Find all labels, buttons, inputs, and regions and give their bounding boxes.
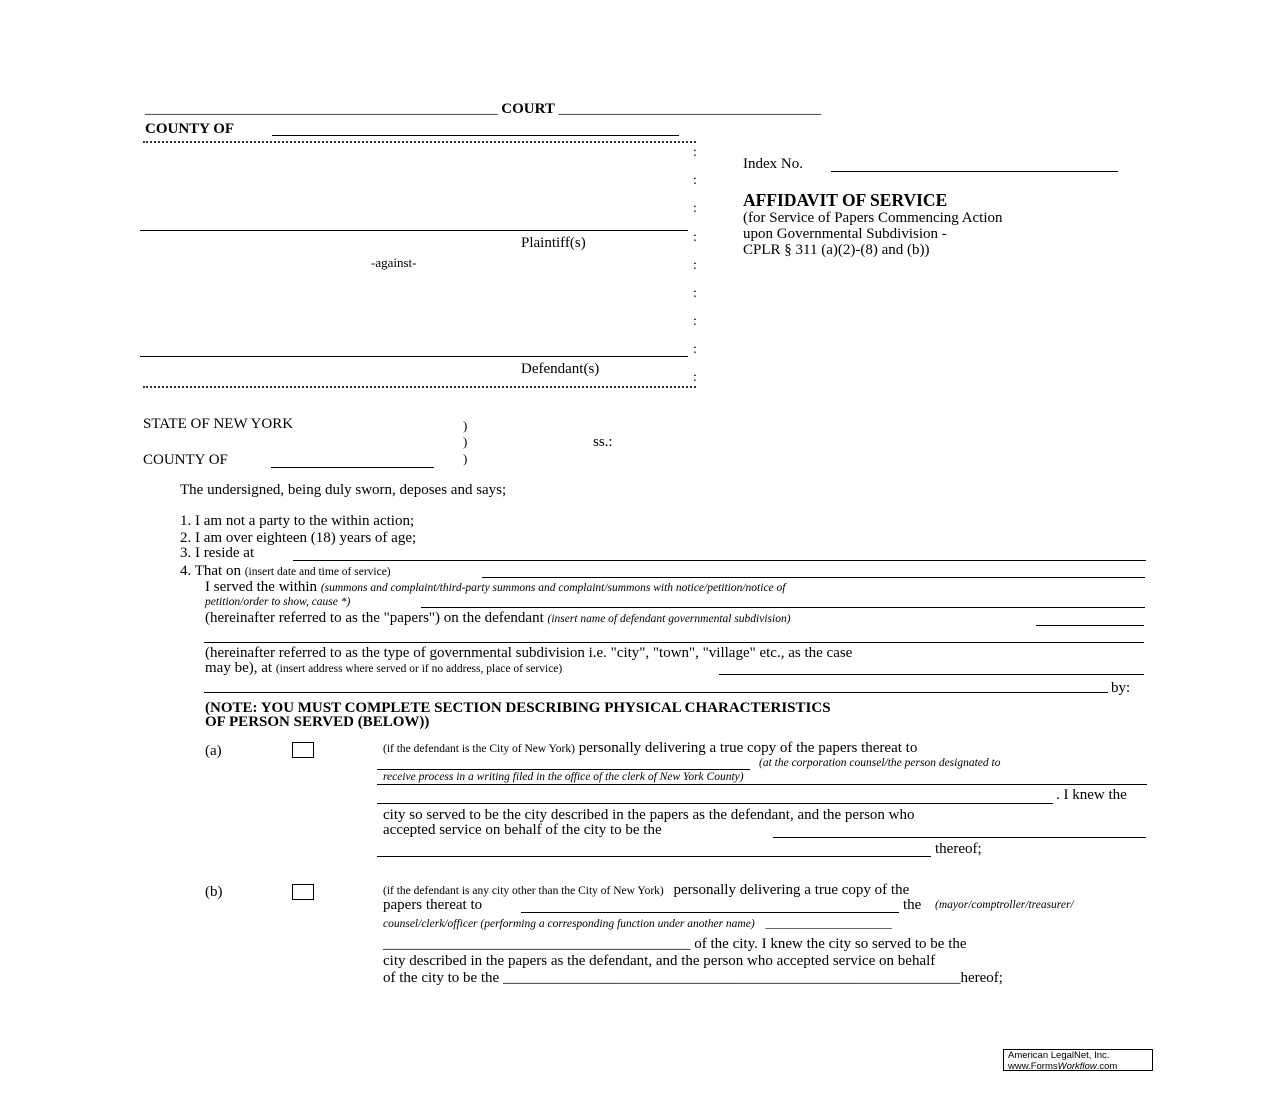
- court-suffix-blank[interactable]: ___________________________________: [558, 101, 822, 117]
- caption-bottom-border: [143, 386, 696, 388]
- option-a-title-blank-2[interactable]: [377, 856, 931, 857]
- venue-paren: ): [463, 434, 468, 449]
- defendant-label: Defendant(s): [521, 361, 600, 377]
- option-a-blank-3[interactable]: [377, 803, 1053, 804]
- option-a-blank-2[interactable]: [377, 784, 1147, 785]
- item-4-hint: (insert date and time of service): [244, 566, 391, 578]
- caption-colon: :: [693, 370, 697, 385]
- index-label: Index No.: [743, 156, 803, 172]
- url-part: www.Forms: [1008, 1061, 1058, 1072]
- affidavit-title: AFFIDAVIT OF SERVICE: [743, 190, 948, 210]
- defendant-name-blank[interactable]: [1036, 625, 1144, 626]
- caption-colon: :: [693, 230, 697, 245]
- hereinafter-hint: (insert name of defendant governmental subdivision): [547, 613, 791, 625]
- venue-county-label: COUNTY OF: [143, 452, 228, 468]
- state-label: STATE OF NEW YORK: [143, 416, 294, 432]
- court-name-blank[interactable]: _______________________________________________: [145, 101, 498, 117]
- option-a-knew: . I knew the: [1056, 787, 1127, 803]
- served-hint: (summons and complaint/third-party summons and complaint/summons with notice/petition/notice of: [320, 582, 786, 594]
- option-a-label: (a): [205, 743, 222, 759]
- type-text: (hereinafter referred to as the type of governmental subdivision i.e. "city", "town", "village" etc., as the case: [205, 645, 853, 661]
- venue-paren: ): [463, 418, 468, 433]
- hereinafter-text: (hereinafter referred to as the "papers") on the defendant: [205, 610, 544, 626]
- option-b-hint-2: counsel/clerk/officer (performing a corresponding function under another name): [383, 918, 755, 930]
- caption-top-border: [143, 141, 696, 143]
- county-label: COUNTY OF: [145, 121, 235, 137]
- option-a-recipient-blank[interactable]: [377, 769, 750, 770]
- address-blank-2[interactable]: [204, 692, 1108, 693]
- by-label: by:: [1111, 680, 1131, 696]
- subtitle-line: CPLR § 311 (a)(2)-(8) and (b)): [743, 242, 930, 258]
- defendant-blank[interactable]: [140, 356, 688, 357]
- option-a-condition: (if the defendant is the City of New York): [383, 743, 575, 755]
- option-b-condition: (if the defendant is any city other than the City of New York): [383, 885, 664, 897]
- option-a-hint: (at the corporation counsel/the person designated to: [759, 757, 1001, 769]
- option-b-title-blank[interactable]: _____________________________________________________________: [502, 970, 961, 986]
- index-number-blank[interactable]: [831, 171, 1118, 172]
- note-line: OF PERSON SERVED (BELOW)): [205, 714, 430, 730]
- venue-county-blank[interactable]: [271, 467, 434, 468]
- defendant-name-blank-2[interactable]: [204, 642, 1144, 643]
- served-hint-2: petition/order to show, cause *): [205, 596, 351, 608]
- note-line: (NOTE: YOU MUST COMPLETE SECTION DESCRIBING PHYSICAL CHARACTERISTICS: [205, 700, 831, 716]
- county-blank[interactable]: [272, 135, 679, 136]
- item-4: 4. That on: [180, 563, 241, 579]
- item-3: 3. I reside at: [180, 545, 255, 561]
- publisher-stamp: [1003, 1049, 1153, 1071]
- subtitle-line: (for Service of Papers Commencing Action: [743, 210, 1003, 226]
- caption-colon: :: [693, 258, 697, 273]
- date-time-blank[interactable]: [482, 577, 1145, 578]
- plaintiff-blank[interactable]: [140, 230, 688, 231]
- address-blank[interactable]: [719, 674, 1144, 675]
- option-b-officer-blank[interactable]: _________________________________________: [383, 936, 691, 952]
- option-b-hereof: hereof;: [960, 970, 1003, 986]
- subtitle-line: upon Governmental Subdivision -: [743, 226, 947, 242]
- papers-blank[interactable]: [421, 607, 1145, 608]
- plaintiff-label: Plaintiff(s): [521, 235, 586, 251]
- caption-colon: :: [693, 145, 697, 160]
- served-text: I served the within: [205, 579, 318, 595]
- option-b-function-blank[interactable]: ______________________: [765, 918, 893, 930]
- caption-colon: :: [693, 314, 697, 329]
- option-a-checkbox[interactable]: [292, 742, 314, 758]
- item-1: 1. I am not a party to the within action;: [180, 513, 415, 529]
- option-b-text-3: city described in the papers as the defendant, and the person who accepted service on behalf: [383, 953, 936, 969]
- maybe-text: may be), at: [205, 660, 273, 676]
- url-part: .com: [1096, 1061, 1118, 1072]
- url-part: Workflow: [1057, 1061, 1097, 1072]
- publisher-url: [1008, 1061, 1152, 1072]
- option-a-thereof: thereof;: [935, 841, 982, 857]
- venue-paren: ): [463, 451, 468, 466]
- option-b-text-2: papers thereat to: [383, 897, 483, 913]
- option-b-recipient-blank[interactable]: [521, 912, 899, 913]
- caption-colon: :: [693, 286, 697, 301]
- court-label: COURT: [501, 101, 555, 117]
- option-a-text: personally delivering a true copy of the papers thereat to: [578, 740, 918, 756]
- intro-text: The undersigned, being duly sworn, deposes and says;: [180, 482, 507, 498]
- option-b-label: (b): [205, 884, 223, 900]
- publisher-name: American LegalNet, Inc.: [1008, 1050, 1110, 1061]
- caption-colon: :: [693, 173, 697, 188]
- residence-blank[interactable]: [293, 560, 1146, 561]
- option-a-text-3: accepted service on behalf of the city to be the: [383, 822, 662, 838]
- against-label: -against-: [371, 255, 417, 270]
- option-b-checkbox[interactable]: [292, 884, 314, 900]
- option-b-the: the: [903, 897, 922, 913]
- option-a-title-blank[interactable]: [773, 837, 1146, 838]
- option-b-hint: (mayor/comptroller/treasurer/: [935, 899, 1074, 911]
- caption-colon: :: [693, 201, 697, 216]
- item-2: 2. I am over eighteen (18) years of age;: [180, 530, 417, 546]
- option-b-text-4: of the city to be the: [383, 970, 500, 986]
- caption-colon: :: [693, 342, 697, 357]
- option-a-hint-2: receive process in a writing filed in the office of the clerk of New York County): [383, 771, 744, 783]
- address-hint: (insert address where served or if no address, place of service): [275, 663, 563, 675]
- option-a-text-2: city so served to be the city described in the papers as the defendant, and the person who: [383, 807, 915, 823]
- ss-label: ss.:: [593, 434, 613, 450]
- option-b-text: personally delivering a true copy of the: [673, 882, 910, 898]
- option-b-ofcity: of the city. I knew the city so served to be the: [694, 936, 967, 952]
